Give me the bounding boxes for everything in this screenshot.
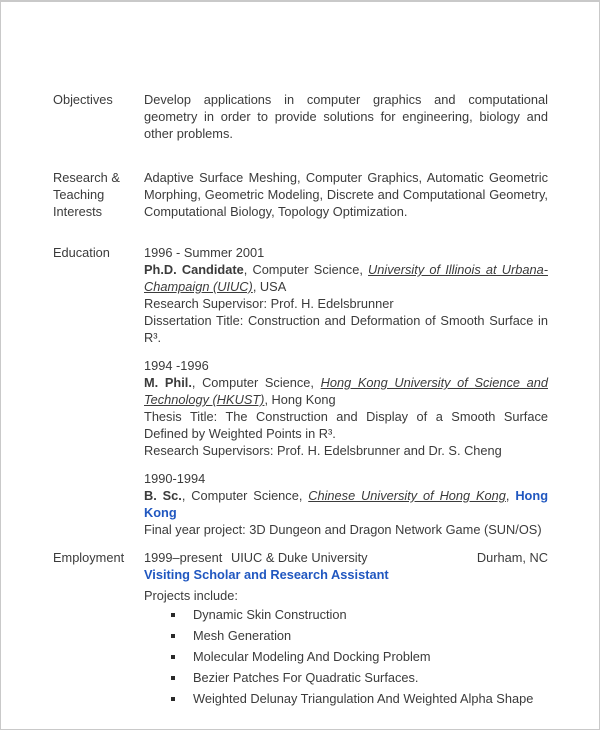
bullet-icon <box>171 655 175 659</box>
project-item <box>144 648 548 665</box>
project-item <box>144 669 548 686</box>
education-label: Education <box>53 245 110 260</box>
employment-content <box>144 549 548 707</box>
employment-dates: 1999–present <box>144 550 223 565</box>
text-segment: , Computer Science, <box>191 375 321 390</box>
employment-job-title: Visiting Scholar and Research Assistant <box>144 567 389 582</box>
research-interests-label: Research & Teaching Interests <box>53 170 120 219</box>
education-entry-mphil <box>144 357 548 459</box>
text-segment: B. Sc. <box>144 488 182 503</box>
section-education <box>53 244 548 538</box>
objectives-label: Objectives <box>53 92 113 107</box>
university-link-text[interactable]: Hong Kong University of Science and Technology (HKUST) <box>144 375 548 407</box>
education-entry-phd <box>144 244 548 346</box>
project-text: Weighted Delunay Triangulation And Weighted Alpha Shape <box>193 691 534 706</box>
research-interests-content <box>144 169 548 220</box>
project-item <box>144 627 548 644</box>
employment-row <box>144 549 548 566</box>
university-link-text[interactable]: Chinese University of Hong Kong <box>308 488 506 503</box>
university-link-text[interactable]: University of Illinois at Urbana-Champaign (UIUC) <box>144 262 548 294</box>
education-degree-line <box>144 261 548 295</box>
education-detail: Final year project: 3D Dungeon and Dragon Network Game (SUN/OS) <box>144 522 542 537</box>
education-detail: Thesis Title: The Construction and Display of a Smooth Surface Defined by Weighted Points in R³. <box>144 409 548 441</box>
education-detail: Research Supervisors: Prof. H. Edelsbrunner and Dr. S. Cheng <box>144 443 502 458</box>
employment-label: Employment <box>53 550 125 565</box>
text-segment: , USA <box>252 279 287 294</box>
bullet-icon <box>171 634 175 638</box>
project-item <box>144 606 548 623</box>
project-text: Dynamic Skin Construction <box>193 607 347 622</box>
education-detail: Research Supervisor: Prof. H. Edelsbrunner <box>144 296 394 311</box>
projects-heading: Projects include: <box>144 588 238 603</box>
text-segment: , Computer Science, <box>181 488 309 503</box>
project-item <box>144 690 548 707</box>
research-interests-text: Adaptive Surface Meshing, Computer Graphics, Automatic Geometric Morphing, Geometric Modeling, Discrete and Computational Geometry, Computational Biology, Topology Optimization. <box>144 170 548 219</box>
objectives-text: Develop applications in computer graphics and computational geometry in order to provide solutions for engineering, biology and other problems. <box>144 92 548 141</box>
bullet-icon <box>171 676 175 680</box>
education-dates: 1994 -1996 <box>144 358 209 373</box>
education-degree-line <box>144 487 548 521</box>
text-segment: , Hong Kong <box>264 392 336 407</box>
text-segment: , <box>505 488 516 503</box>
objectives-content <box>144 91 548 142</box>
education-dates: 1990-1994 <box>144 471 206 486</box>
projects-list <box>144 606 548 707</box>
section-objectives <box>53 91 548 142</box>
project-text: Molecular Modeling And Docking Problem <box>193 649 431 664</box>
section-research-interests <box>53 169 548 220</box>
text-segment: M. Phil. <box>144 375 192 390</box>
location-link-text[interactable]: Hong Kong <box>144 488 549 520</box>
education-detail: Dissertation Title: Construction and Deformation of Smooth Surface in R³. <box>144 313 548 345</box>
employment-organization: UIUC & Duke University <box>231 550 368 565</box>
project-text: Bezier Patches For Quadratic Surfaces. <box>193 670 419 685</box>
employment-location: Durham, NC <box>476 550 548 565</box>
education-entry-bsc <box>144 470 548 538</box>
project-text: Mesh Generation <box>193 628 292 643</box>
bullet-icon <box>171 613 175 617</box>
bullet-icon <box>171 697 175 701</box>
text-segment: Ph.D. Candidate <box>144 262 244 277</box>
section-employment <box>53 549 548 707</box>
education-dates: 1996 - Summer 2001 <box>144 245 265 260</box>
text-segment: , Computer Science, <box>243 262 369 277</box>
education-content <box>144 244 548 538</box>
education-degree-line <box>144 374 548 408</box>
